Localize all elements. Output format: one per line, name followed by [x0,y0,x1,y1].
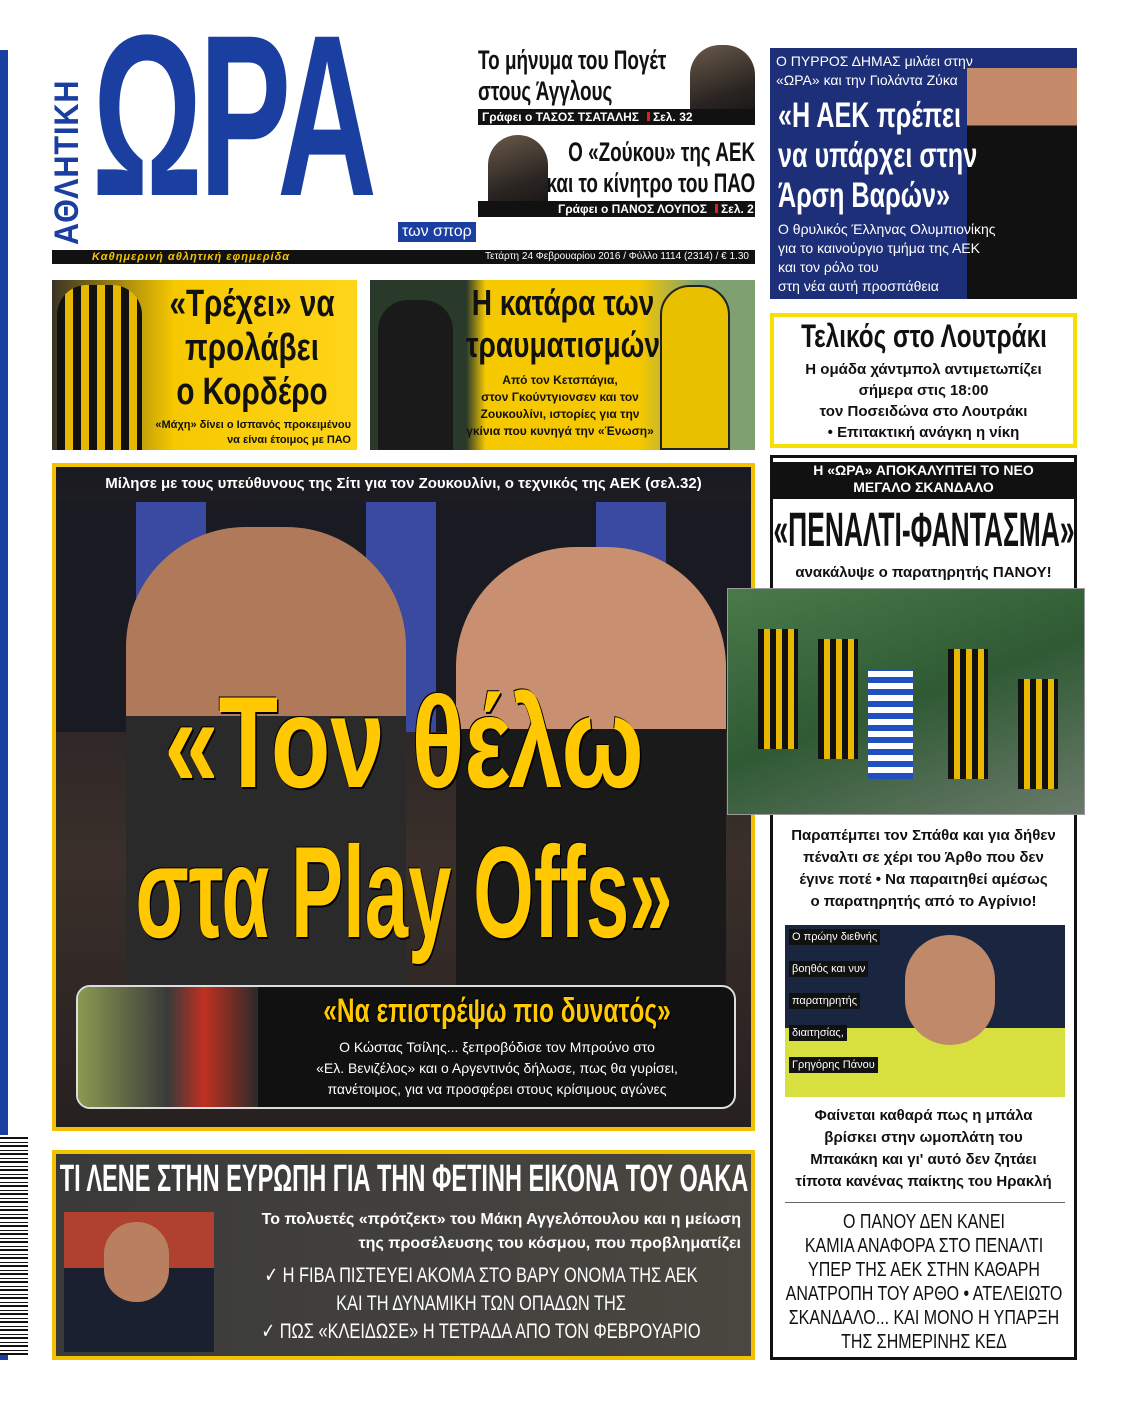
story-injuries[interactable] [370,280,755,450]
story-handball[interactable] [770,313,1077,448]
headline: Η κατάρα των [471,282,654,323]
story-title: Το μήνυμα του Πογέτ [478,45,667,75]
inset-box [76,985,736,1109]
headline: «Τρέχει» να [169,283,335,325]
text-line: σήμερα στις 18:00 [858,382,989,399]
byline: Γράφει ο ΠΑΝΟΣ ΛΟΥΠΟΣ [558,202,707,216]
inset-line: πανέτοιμος, για να προσφέρει στους κρίσιμους αγώνες [327,1081,667,1097]
scandal-headline: «ΠΕΝΑΛΤΙ-ΦΑΝΤΑΣΜΑ» [772,504,1075,557]
scandal-caps: ΣΚΑΝΔΑΛΟ... ΚΑΙ ΜΟΝΟ Η ΥΠΑΡΞΗ [788,1307,1059,1329]
story-poyet[interactable] [478,45,755,127]
tagline: Καθημερινή αθλητική εφημερίδα [92,251,291,263]
text-line: στη νέα αυτή προσπάθεια [778,278,939,294]
photo-caption: Ο πρώην διεθνής [789,929,880,945]
scandal-text2: βρίσκει στην ωμοπλάτη του [824,1129,1023,1146]
intro-line: «ΩΡΑ» και την Γιολάντα Ζύκα [776,72,958,88]
scandal-caps: Ο ΠΑΝΟΥ ΔΕΝ ΚΑΝΕΙ [842,1211,1005,1233]
scandal-header: Η «ΩΡΑ» ΑΠΟΚΑΛΥΠΤΕΙ ΤΟ ΝΕΟ [813,462,1034,478]
byline: Γράφει ο ΤΑΣΟΣ ΤΣΑΤΑΛΗΣ [482,110,639,124]
barcode [0,1135,28,1355]
story-title: στους Άγγλους [478,76,613,106]
europe-bullet: ΚΑΙ ΤΗ ΔΥΝΑΜΙΚΗ ΤΩΝ ΟΠΑΔΩΝ ΤΗΣ [336,1292,626,1315]
inset-photo [78,987,258,1109]
text-line: και τον ρόλο του [778,259,879,275]
headline: Τελικός στο Λουτράκι [800,318,1047,354]
europe-text: της προσέλευσης του κόσμου, που προβληματίζει [358,1235,741,1252]
text-line: Η ομάδα χάντμπολ αντιμετωπίζει [805,361,1042,378]
text-line: Ο θρυλικός Έλληνας Ολυμπιονίκης [778,221,996,237]
scandal-text2: τίποτα κανένας παίκτης του Ηρακλή [795,1173,1052,1190]
inset-line: «Ελ. Βενιζέλος» και ο Αργεντινός δήλωσε, πως θα γυρίσει, [316,1060,678,1076]
headline: ο Κορδέρο [176,371,328,413]
europe-bullet: ✓ ΠΩΣ «ΚΛΕΙΔΩΣΕ» Η ΤΕΤΡΑΔΑ ΑΠΟ ΤΟΝ ΦΕΒΡΟΥΑΡΙΟ [261,1320,701,1343]
text-line: «Μάχη» δίνει ο Ισπανός προκειμένου [155,419,351,431]
story-title: Ο «Ζούκου» της ΑΕΚ [567,137,755,167]
story-zoukou[interactable] [478,135,755,217]
inset-line: Ο Κώστας Τσίλης... ξεπροβόδισε τον Μπρούνο στο [339,1039,655,1055]
divider [785,1202,1065,1203]
main-story[interactable] [52,463,755,1131]
headline: να υπάρχει στην [778,136,978,175]
text-line: να είναι έτοιμος με ΠΑΟ [227,434,351,446]
text-line: Ζουκουλίνι, ιστορίες για την [480,407,640,421]
scandal-header: ΜΕΓΑΛΟ ΣΚΑΝΔΑΛΟ [853,479,994,495]
scandal-text: πέναλτι σε χέρι του Άρθο που δεν [803,849,1044,866]
match-photo [727,588,1085,815]
scandal-text2: Φαίνεται καθαρά πως η μπάλα [814,1107,1033,1124]
scandal-text2: Μπακάκη και γι' αυτό δεν ζητάει [810,1151,1037,1168]
text-line: γκίνια που κυνηγά την «Ένωση» [466,424,654,438]
photo-caption: παρατηρητής [789,993,860,1009]
logo-title: ΩΡΑ [92,0,374,244]
headline: τραυματισμών [465,324,660,365]
europe-text: Το πολυετές «πρότζεκτ» του Μάκη Αγγελόπουλου και η μείωση [261,1211,741,1228]
referee-photo [785,925,1065,1097]
story-cordero[interactable] [52,280,357,450]
inset-title: «Να επιστρέψω πιο δυνατός» [323,992,671,1030]
main-headline: «Τον θέλω [163,669,644,815]
scandal-caps: ΑΝΑΤΡΟΠΗ ΤΟΥ ΑΡΘΟ • ΑΤΕΛΕΙΩΤΟ [785,1283,1062,1305]
scandal-caps: ΤΗΣ ΣΗΜΕΡΙΝΗΣ ΚΕΔ [840,1331,1007,1353]
scandal-caps: ΥΠΕΡ ΤΗΣ ΑΕΚ ΣΤΗΝ ΚΑΘΑΡΗ [807,1259,1040,1281]
story-europe[interactable] [52,1150,755,1360]
headline: «Η ΑΕΚ πρέπει [778,96,962,135]
story-title: και το κίνητρο του ΠΑΟ [546,168,755,198]
scandal-text: ο παρατηρητής από το Αγρίνιο! [810,893,1037,910]
kicker: Μίλησε με τους υπεύθυνους της Σίτι για τον Ζουκουλίνι, ο τεχνικός της ΑΕΚ (σελ.32) [105,475,702,492]
masthead-bar [52,250,755,264]
text-line: Από τον Κετσπάγια, [502,373,618,387]
scandal-caps: ΚΑΜΙΑ ΑΝΑΦΟΡΑ ΣΤΟ ΠΕΝΑΛΤΙ [804,1235,1043,1257]
text-line: για το καινούργιο τμήμα της ΑΕΚ [778,240,980,256]
scandal-text: έγινε ποτέ • Να παραιτηθεί αμέσως [799,871,1048,888]
text-line: στον Γκούντγιονσεν και τον [481,390,639,404]
angelopoulos-photo [64,1212,214,1352]
logo-subtitle: των σπορ [398,222,476,242]
page-ref: Σελ. 2 [715,202,754,216]
headline: προλάβει [185,327,319,369]
main-headline: στα Play Offs» [134,819,673,965]
story-dimas[interactable] [770,48,1077,299]
scandal-sub: ανακάλυψε ο παρατηρητής ΠΑΝΟΥ! [795,564,1052,581]
page-ref: Σελ. 32 [647,110,693,124]
issue-info: Τετάρτη 24 Φεβρουαρίου 2016 / Φύλλο 1114 (2314) / € 1.30 [484,251,749,262]
photo-caption: διαιτησίας, [789,1025,847,1041]
scandal-text: Παραπέμπει τον Σπάθα και για δήθεν [791,827,1056,844]
headline: Άρση Βαρών» [778,176,951,215]
text-line: • Επιτακτική ανάγκη η νίκη [827,424,1020,441]
photo-caption: Γρηγόρης Πάνου [789,1057,878,1073]
photo-caption: βοηθός και νυν [789,961,868,977]
text-line: τον Ποσειδώνα στο Λουτράκι [819,403,1028,420]
player-photo [57,285,142,450]
intro-line: Ο ΠΥΡΡΟΣ ΔΗΜΑΣ μιλάει στην [776,53,973,69]
logo-side-text: ΑΘΛΗΤΙΚΗ [48,79,86,245]
europe-bullet: ✓ Η FIBA ΠΙΣΤΕΥΕΙ ΑΚΟΜΑ ΣΤΟ ΒΑΡΥ ΟΝΟΜΑ ΤΗΣ ΑΕΚ [264,1264,698,1287]
europe-headline: ΤΙ ΛΕΝΕ ΣΤΗΝ ΕΥΡΩΠΗ ΓΙΑ ΤΗΝ ΦΕΤΙΝΗ ΕΙΚΟΝΑ ΤΟΥ ΟΑΚΑ [59,1158,748,1200]
